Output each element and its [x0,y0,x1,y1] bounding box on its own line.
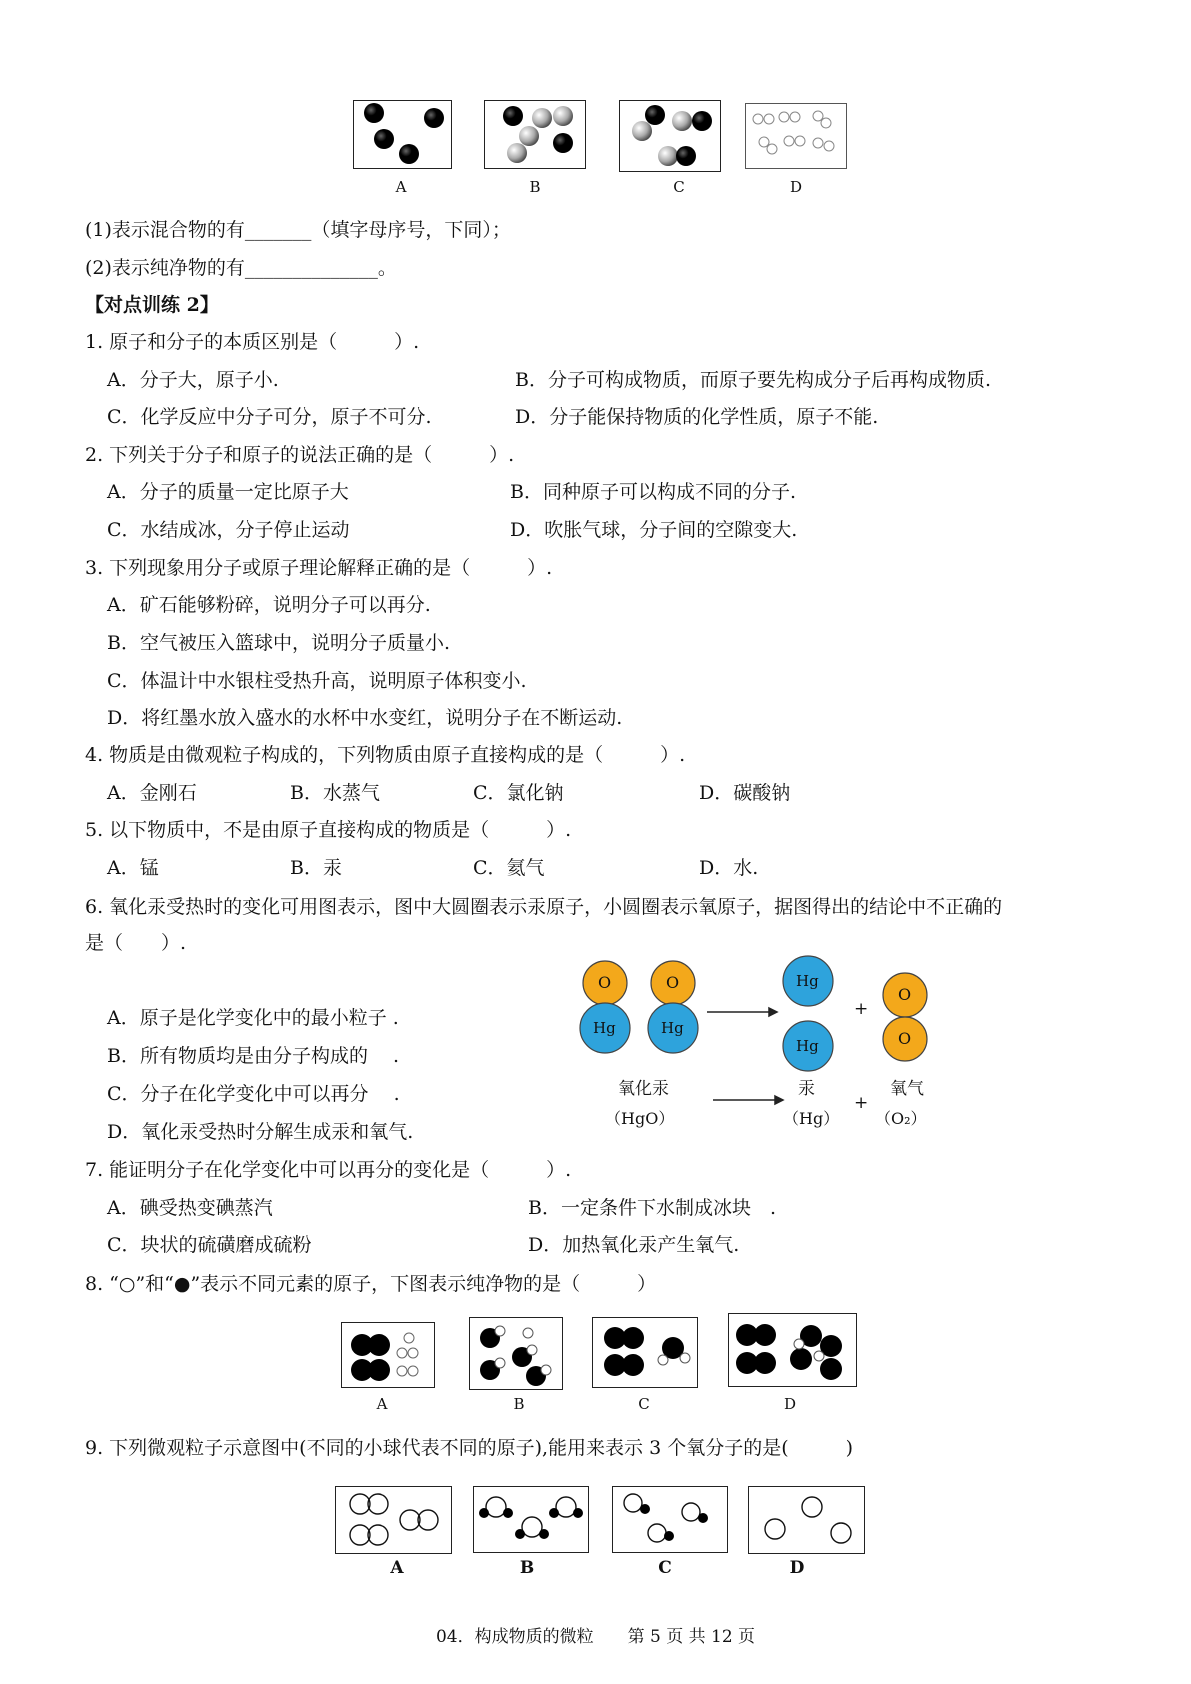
o-atom-label-4: O [898,1029,912,1048]
q2-option-a: A．分子的质量一定比原子大 [107,481,349,503]
plus-sign-2: + [854,1093,869,1113]
q2-stem: 2. 下列关于分子和原子的说法正确的是（ ）. [85,444,515,466]
mixture-question: (1)表示混合物的有_______（填字母序号，下同）； [85,219,511,241]
top-box-a [353,100,452,169]
q6-stem-line1: 6. 氧化汞受热时的变化可用图表示，图中大圆圈表示汞原子，小圆圈表示氧原子，据图得出的结论中不正确的 [85,896,1003,918]
q9-box-d [748,1486,865,1554]
hgo-formula: （HgO） [605,1109,675,1128]
q8-box-d-particles [729,1314,856,1386]
q2-option-b: B．同种原子可以构成不同的分子. [510,481,797,503]
q4-option-b: B．水蒸气 [290,782,380,804]
q8-box-c [592,1317,698,1388]
q8-box-b [469,1317,563,1390]
hg-atom-label-1: Hg [593,1019,616,1037]
hg-atom-label-4: Hg [796,1037,819,1055]
q2-option-c: C．水结成冰，分子停止运动 [107,519,350,541]
pure-substance-question: (2)表示纯净物的有______________。 [85,257,397,279]
q8-stem: 8. “○”和“●”表示不同元素的原子，下图表示纯净物的是（ ） [85,1273,657,1295]
o2-formula: （O₂） [875,1109,927,1128]
q9-box-c-particles [613,1487,727,1552]
q5-option-c: C．氦气 [473,857,545,879]
q9-box-a-particles [336,1487,451,1553]
top-box-c-particles [620,101,720,171]
plus-sign-1: + [854,999,869,1019]
top-box-c [619,100,721,172]
q9-label-d: D [789,1558,805,1578]
q1-stem: 1. 原子和分子的本质区别是（ ）. [85,331,420,353]
hg-name: 汞 [798,1079,815,1099]
o-atom-label-3: O [898,985,912,1004]
q9-label-c: C [658,1558,672,1578]
q8-label-b: B [513,1395,525,1413]
o-atom-label-1: O [598,973,612,992]
top-box-d [745,103,847,169]
q9-box-a [335,1486,452,1554]
hgo-name: 氧化汞 [618,1079,669,1099]
q1-option-a: A．分子大，原子小. [107,369,279,391]
q6-stem-line2: 是（ ）. [85,932,187,954]
q6-option-a: A．原子是化学变化中的最小粒子 . [107,1007,399,1029]
q7-option-b: B．一定条件下水制成冰块 . [528,1197,777,1219]
q7-option-d: D．加热氧化汞产生氧气. [528,1234,740,1256]
top-label-c: C [673,178,685,196]
hg-atom-label-3: Hg [796,972,819,990]
q5-option-d: D．水. [699,857,759,879]
top-box-b-particles [485,101,585,168]
q1-option-b: B．分子可构成物质，而原子要先构成分子后再构成物质. [515,369,992,391]
q4-option-a: A．金刚石 [107,782,197,804]
q1-option-d: D．分子能保持物质的化学性质，原子不能. [515,406,879,428]
q8-box-d [728,1313,857,1387]
q4-option-d: D．碳酸钠 [699,782,791,804]
q4-option-c: C．氯化钠 [473,782,564,804]
q8-box-b-particles [470,1318,562,1389]
page-footer: 04．构成物质的微粒 第 5 页 共 12 页 [435,1627,756,1647]
q8-label-a: A [376,1395,388,1413]
top-box-b [484,100,586,169]
top-label-a: A [395,178,407,196]
hgo-decomposition-diagram [575,955,945,1135]
hg-formula: （Hg） [783,1109,840,1128]
q5-stem: 5. 以下物质中，不是由原子直接构成的物质是（ ）. [85,819,572,841]
o-atom-label-2: O [666,973,680,992]
top-box-a-particles [354,101,451,168]
q9-box-b [473,1486,589,1553]
top-label-b: B [529,178,541,196]
q8-label-d: D [783,1395,797,1413]
hg-atom-label-2: Hg [661,1019,684,1037]
q8-box-a [341,1322,435,1388]
q3-stem: 3. 下列现象用分子或原子理论解释正确的是（ ）. [85,557,553,579]
q9-box-d-particles [749,1487,864,1553]
q3-option-b: B．空气被压入篮球中，说明分子质量小. [107,632,451,654]
q9-stem: 9. 下列微观粒子示意图中(不同的小球代表不同的原子),能用来表示 3 个氧分子的是( ) [85,1437,854,1459]
q3-option-c: C．体温计中水银柱受热升高，说明原子体积变小. [107,670,527,692]
q7-option-a: A．碘受热变碘蒸汽 [107,1197,273,1219]
q2-option-d: D．吹胀气球，分子间的空隙变大. [510,519,798,541]
section-title: 【对点训练 2】 [85,294,219,316]
q6-option-b: B．所有物质均是由分子构成的 . [107,1045,400,1067]
q9-label-b: B [519,1558,535,1578]
q8-box-c-particles [593,1318,697,1387]
top-box-d-particles [746,104,846,168]
q6-option-d: D．氧化汞受热时分解生成汞和氧气. [107,1121,414,1143]
q3-option-d: D．将红墨水放入盛水的水杯中水变红，说明分子在不断运动. [107,707,623,729]
q8-box-a-particles [342,1323,434,1387]
q5-option-a: A．锰 [107,857,159,879]
q6-option-c: C．分子在化学变化中可以再分 . [107,1083,400,1105]
q9-box-b-particles [474,1487,588,1552]
q8-label-c: C [638,1395,650,1413]
q5-option-b: B．汞 [290,857,342,879]
q7-option-c: C．块状的硫磺磨成硫粉 [107,1234,312,1256]
q1-option-c: C．化学反应中分子可分，原子不可分. [107,406,432,428]
q7-stem: 7. 能证明分子在化学变化中可以再分的变化是（ ）. [85,1159,572,1181]
q9-label-a: A [390,1558,404,1578]
o2-name: 氧气 [890,1079,924,1099]
q3-option-a: A．矿石能够粉碎，说明分子可以再分. [107,594,431,616]
top-label-d: D [789,178,803,196]
q4-stem: 4. 物质是由微观粒子构成的，下列物质由原子直接构成的是（ ）. [85,744,686,766]
q9-box-c [612,1486,728,1553]
